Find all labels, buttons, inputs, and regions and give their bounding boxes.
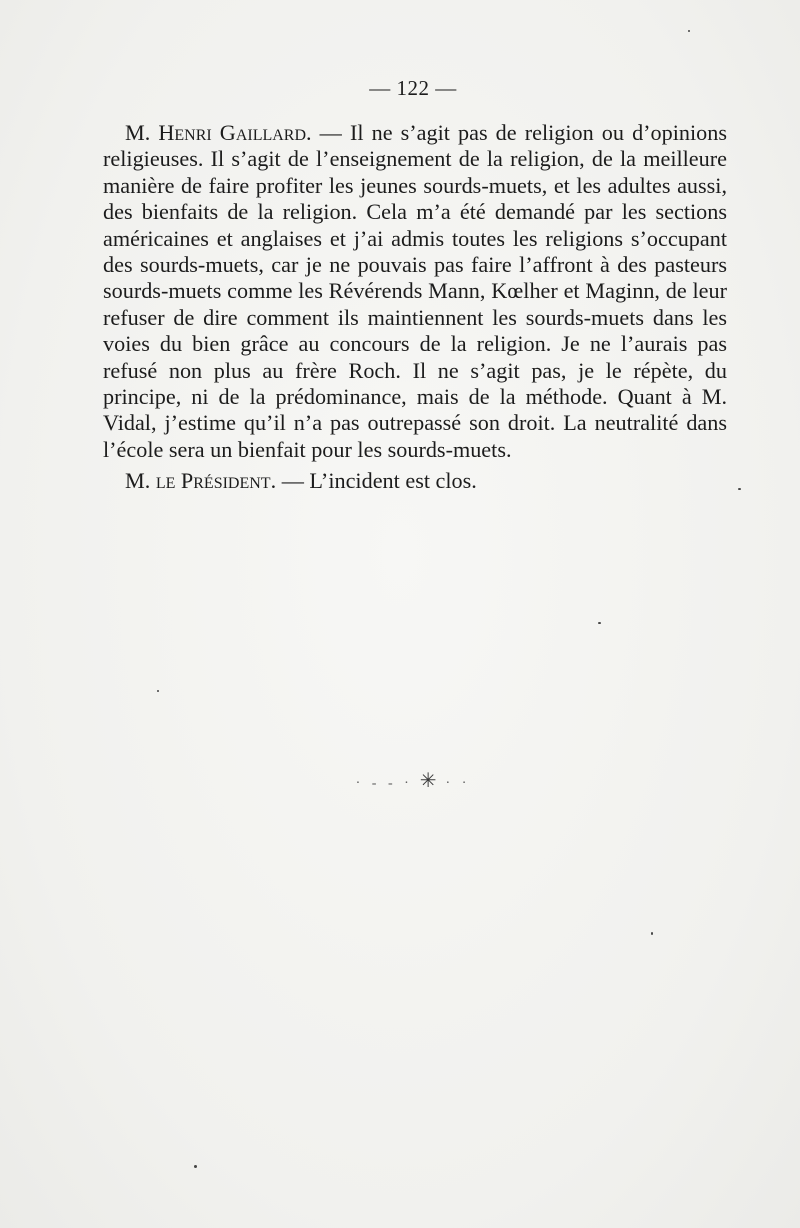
speaker-name: M. Henri Gaillard.	[125, 120, 312, 145]
ornament-dots-right: · ·	[445, 776, 471, 791]
ornament-dots-left: · - - ·	[355, 776, 413, 791]
print-speck	[688, 30, 690, 32]
page-number: — 122 —	[369, 76, 457, 100]
paragraph-text: — L’incident est clos.	[276, 468, 477, 494]
section-ornament	[0, 768, 800, 793]
print-speck	[598, 622, 601, 624]
paragraph-president	[103, 468, 727, 494]
print-speck	[194, 1165, 197, 1168]
print-speck	[738, 488, 741, 490]
speaker-name: M. le Président.	[125, 468, 277, 494]
body-text	[103, 120, 727, 500]
print-speck	[651, 932, 653, 935]
print-speck	[157, 690, 159, 692]
paragraph-text: — Il ne s’agit pas de religion ou d’opinions religieuses. Il s’agit de l’enseignement de la religion, de la meilleure manière de faire profiter les jeunes sourds-muets, et les adultes aussi, des bienfaits de la religion. Cela m’a été demandé par les sections américaines et anglaises et j’ai admis toutes les religions s’occupant des sourds-muets, car je ne pouvais pas faire l’affront à des pasteurs sourds-muets comme les Révérends Mann, Kœlher et Maginn, de leur refuser de dire comment ils maintiennent les sourds-muets dans les voies du bien grâce au concours de la religion. Je ne l’aurais pas refusé non plus au frère Roch. Il ne s’agit pas, je le répète, du principe, ni de la prédominance, mais de la méthode. Quant à M. Vidal, j’estime qu’il n’a pas outrepassé son droit. La neutralité dans l’école sera un bienfait pour les sourds-muets.	[103, 120, 727, 462]
asterisk-ornament-icon: ✳	[419, 770, 439, 792]
paragraph-gaillard	[103, 120, 727, 463]
